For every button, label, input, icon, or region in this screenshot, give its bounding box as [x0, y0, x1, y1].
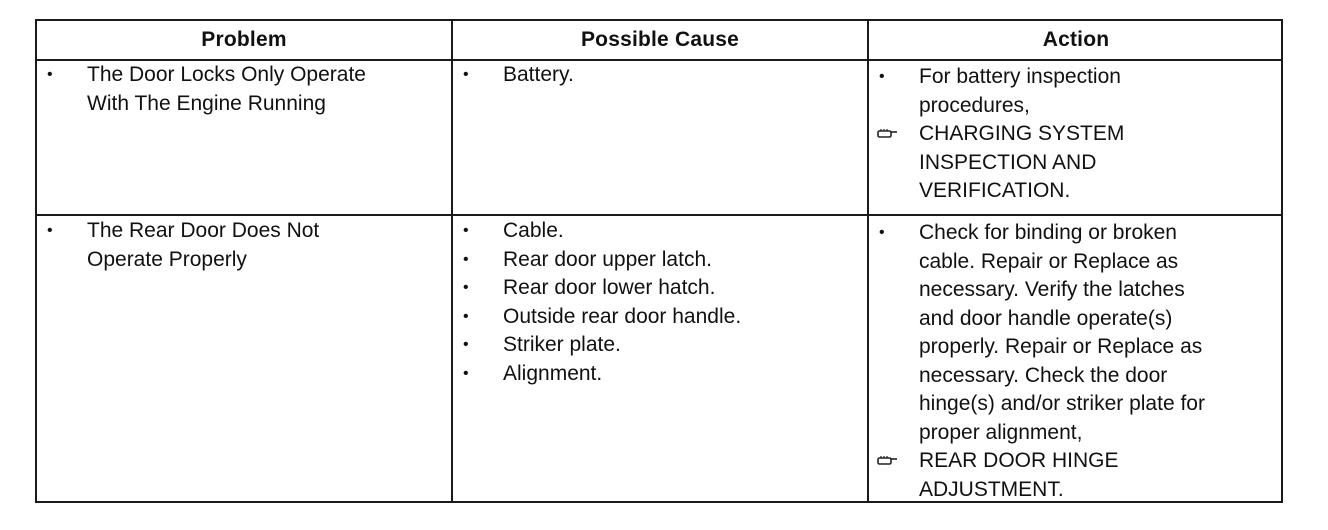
- action-item: [875, 63, 1124, 120]
- reference-line: VERIFICATION.: [919, 179, 1071, 202]
- cause-text: Battery.: [503, 63, 574, 86]
- action-line: procedures,: [919, 93, 1030, 117]
- cause-text: Alignment.: [503, 361, 603, 385]
- cause-text: Outside rear door handle.: [503, 304, 742, 328]
- cause-item: [459, 246, 741, 275]
- row-1-action: [875, 63, 1124, 206]
- header-problem: Problem: [201, 28, 287, 51]
- bullet-icon: •: [47, 66, 53, 83]
- bullet-icon: •: [463, 66, 469, 83]
- action-line: proper alignment,: [919, 420, 1083, 444]
- bullet-icon: •: [47, 222, 53, 239]
- action-line: cable. Repair or Replace as: [919, 249, 1179, 273]
- row-divider: [37, 214, 1281, 216]
- action-line: properly. Repair or Replace as: [919, 335, 1203, 358]
- action-line: and door handle operate(s): [919, 306, 1173, 330]
- action-reference: [875, 120, 1124, 206]
- header-action: Action: [1042, 28, 1110, 51]
- bullet-icon: •: [463, 336, 469, 353]
- problem-line: With The Engine Running: [87, 91, 326, 115]
- pointing-hand-icon: [875, 120, 899, 148]
- cause-item: [459, 274, 741, 303]
- problem-line: The Rear Door Does Not: [87, 219, 320, 242]
- bullet-icon: •: [463, 364, 469, 382]
- problem-line: The Door Locks Only Operate: [87, 63, 366, 86]
- cause-text: Cable.: [503, 219, 564, 242]
- problem-line: Operate Properly: [87, 247, 247, 271]
- bullet-icon: •: [463, 250, 469, 268]
- row-2-action: [875, 219, 1205, 504]
- bullet-icon: •: [463, 307, 469, 325]
- action-line: necessary. Verify the latches: [919, 278, 1185, 301]
- cause-text: Rear door upper latch.: [503, 247, 712, 271]
- reference-line: REAR DOOR HINGE: [919, 449, 1119, 472]
- cause-item: [459, 331, 741, 360]
- action-line: For battery inspection: [919, 65, 1121, 88]
- row-1-problem: [43, 61, 366, 118]
- bullet-icon: •: [463, 279, 469, 296]
- action-reference: [875, 447, 1205, 504]
- cause-text: Rear door lower hatch.: [503, 276, 716, 299]
- reference-line: ADJUSTMENT.: [919, 477, 1064, 501]
- action-line: Check for binding or broken: [919, 221, 1177, 244]
- cause-item: [459, 217, 741, 246]
- column-divider-1: [451, 21, 453, 501]
- action-line: hinge(s) and/or striker plate for: [919, 392, 1205, 415]
- column-divider-2: [867, 21, 869, 501]
- bullet-icon: •: [879, 68, 885, 85]
- cause-text: Striker plate.: [503, 333, 621, 356]
- row-2-problem: [43, 217, 319, 274]
- pointing-hand-icon: [875, 447, 899, 475]
- row-2-causes: [459, 217, 741, 388]
- header-possible-cause: Possible Cause: [580, 28, 740, 51]
- reference-line: CHARGING SYSTEM: [919, 122, 1125, 145]
- reference-line: INSPECTION AND: [919, 150, 1097, 174]
- bullet-icon: •: [879, 224, 885, 241]
- row-1-causes: [459, 61, 574, 90]
- bullet-icon: •: [463, 222, 469, 239]
- cause-item: [459, 360, 741, 389]
- problem-item: [43, 217, 319, 274]
- action-item: [875, 219, 1205, 447]
- cause-item: [459, 303, 741, 332]
- problem-item: [43, 61, 366, 118]
- troubleshooting-table: [35, 19, 1283, 503]
- action-line: necessary. Check the door: [919, 363, 1168, 387]
- cause-item: [459, 61, 574, 90]
